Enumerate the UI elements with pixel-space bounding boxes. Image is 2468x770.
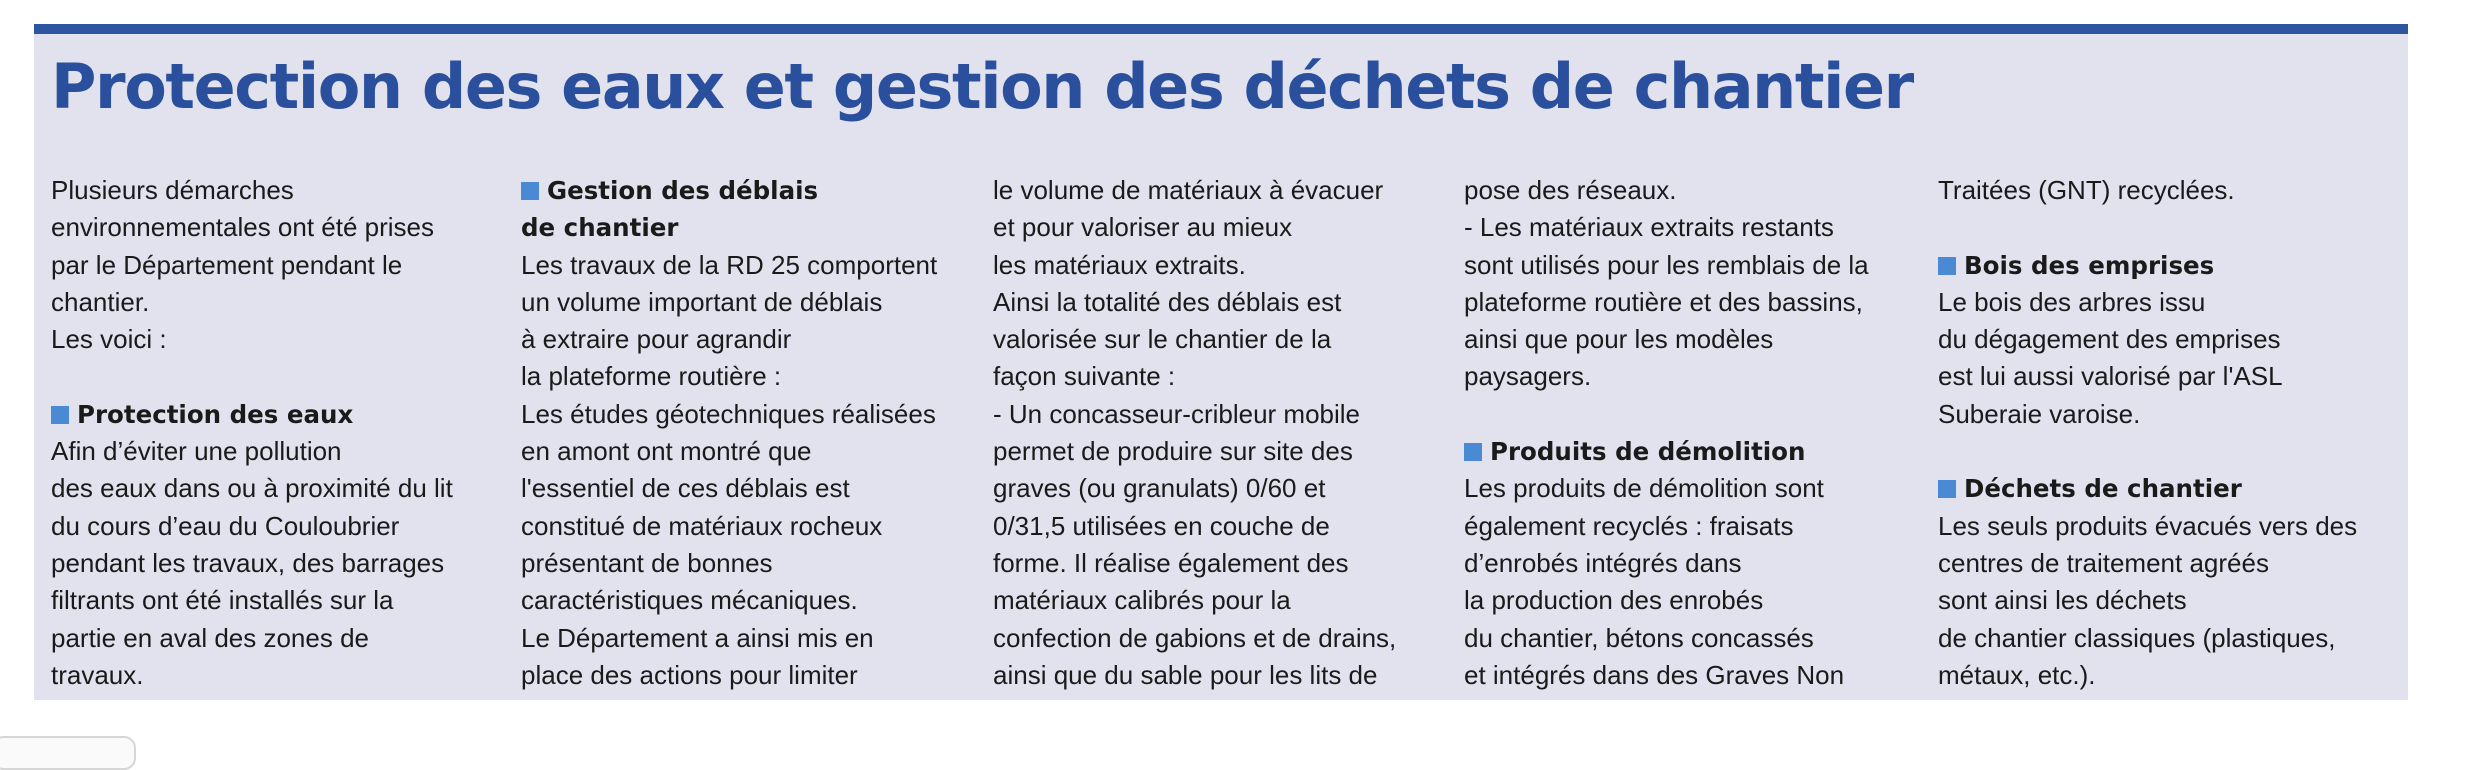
section-heading-text: Protection des eaux	[77, 399, 354, 429]
blue-square-icon	[51, 406, 69, 424]
section-heading-demolition	[1464, 433, 1944, 470]
column-4	[1464, 172, 1944, 694]
top-rule	[34, 24, 2408, 34]
paragraph-gnt-continued: Traitées (GNT) recyclées.	[1938, 175, 2235, 205]
section-heading-text: Gestion des déblais de chantier	[521, 176, 819, 243]
section-heading-text: Produits de démolition	[1490, 437, 1806, 467]
intro-paragraph: Plusieurs démarches environnementales ont été prises par le Département pendant le chantier. Les voici :	[51, 175, 435, 355]
article-panel	[34, 24, 2408, 700]
blue-square-icon	[1938, 480, 1956, 498]
spacer	[1938, 433, 2418, 470]
section-heading-bois	[1938, 247, 2418, 284]
spacer	[51, 358, 531, 395]
section-paragraph-bois: Le bois des arbres issu du dégagement des emprises est lui aussi valorisé par l'ASL Suberaie varoise.	[1938, 286, 2283, 429]
column-5	[1938, 172, 2418, 694]
section-heading-text: Bois des emprises	[1964, 250, 2215, 280]
section-paragraph-deblais: Les travaux de la RD 25 comportent un volume important de déblais à extraire pour agrandir la plateforme routière : Les études géotechniques réalisées en amont ont montré que l'essentiel de ces déblais est constitué de matériaux rocheux présentant de bonnes caractéristiques mécaniques. Le Département a ainsi mis en place des actions pour limiter	[521, 249, 938, 690]
blue-square-icon	[1938, 257, 1956, 275]
blue-square-icon	[1464, 443, 1482, 461]
section-paragraph-protection-eaux: Afin d’éviter une pollution des eaux dans ou à proximité du lit du cours d’eau du Couloubrier pendant les travaux, des barrages filtrants ont été installés sur la partie en aval des zones de travaux.	[51, 436, 453, 690]
column-1	[51, 172, 531, 694]
section-paragraph-demolition: Les produits de démolition sont également recyclés : fraisats d’enrobés intégrés dans la production des enrobés du chantier, bétons concassés et intégrés dans des Graves Non	[1464, 473, 1845, 690]
spacer	[1938, 209, 2418, 246]
column-2	[521, 172, 1001, 694]
paragraph-deblais-continued: le volume de matériaux à évacuer et pour valoriser au mieux les matériaux extraits. Ainsi la totalité des déblais est valorisée sur le chantier de la façon suivante : - Un concasseur-cribleur mobile permet de produire sur site des graves (ou granulats) 0/60 et 0/31,5 utilisées en couche de forme. Il réalise également des matériaux calibrés pour la confection de gabions et de drains, ainsi que du sable pour les lits de	[993, 175, 1397, 690]
article-title: Protection des eaux et gestion des déchets de chantier	[51, 50, 1913, 123]
paragraph-reseaux-continued: pose des réseaux. - Les matériaux extraits restants sont utilisés pour les remblais de la plateforme routière et des bassins, ainsi que pour les modèles paysagers.	[1464, 175, 1869, 392]
spacer	[1464, 396, 1944, 433]
section-heading-deblais	[521, 172, 1001, 247]
section-paragraph-dechets: Les seuls produits évacués vers des centres de traitement agréés sont ainsi les déchets de chantier classiques (plastiques, métaux, etc.).	[1938, 510, 2358, 690]
blue-square-icon	[521, 182, 539, 200]
page-corner-tab	[0, 736, 136, 770]
section-heading-text: Déchets de chantier	[1964, 474, 2242, 504]
section-heading-protection-eaux	[51, 396, 531, 433]
column-3	[993, 172, 1473, 694]
section-heading-dechets	[1938, 470, 2418, 507]
article-columns	[51, 172, 2408, 700]
